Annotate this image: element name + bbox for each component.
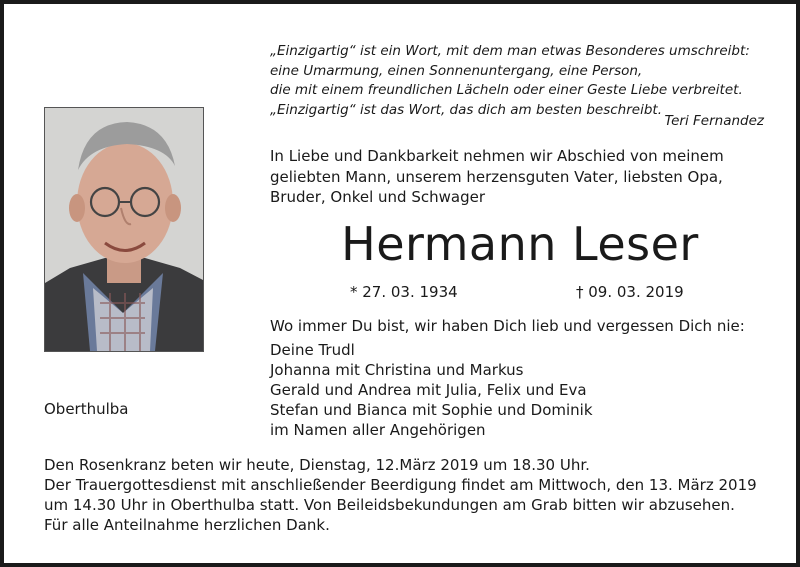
survivors-heading: Wo immer Du bist, wir haben Dich lieb und vergessen Dich nie:: [270, 317, 745, 335]
service-info: [44, 455, 774, 535]
survivor-line: Gerald und Andrea mit Julia, Felix und Eva: [270, 381, 587, 399]
poem-line: „Einzigartig“ ist das Wort, das dich am besten beschreibt.: [270, 101, 663, 118]
survivor-line: im Namen aller Angehörigen: [270, 421, 486, 439]
intro-text: [270, 146, 770, 208]
portrait-photo: [44, 107, 204, 352]
service-line: um 14.30 Uhr in Oberthulba statt. Von Beileidsbekundungen am Grab bitten wir abzusehen.: [44, 496, 735, 514]
poem-author: Teri Fernandez: [664, 113, 764, 129]
survivor-line: Johanna mit Christina und Markus: [270, 361, 524, 379]
hometown: Oberthulba: [44, 400, 129, 418]
poem-line: „Einzigartig“ ist ein Wort, mit dem man etwas Besonderes umschreibt:: [270, 43, 750, 59]
survivors-block: [270, 316, 780, 440]
intro-line: In Liebe und Dankbarkeit nehmen wir Abschied von meinem: [270, 147, 724, 165]
service-line: Der Trauergottesdienst mit anschließender Beerdigung findet am Mittwoch, den 13. März 2019: [44, 476, 757, 494]
survivor-line: Deine Trudl: [270, 341, 355, 359]
poem-line: die mit einem freundlichen Lächeln oder einer Geste Liebe verbreitet.: [270, 82, 743, 98]
service-line: Für alle Anteilnahme herzlichen Dank.: [44, 516, 330, 534]
poem: [270, 42, 770, 120]
intro-line: Bruder, Onkel und Schwager: [270, 188, 486, 206]
birth-date: * 27. 03. 1934: [350, 283, 458, 301]
poem-line: eine Umarmung, einen Sonnenuntergang, eine Person,: [270, 62, 643, 79]
death-date: † 09. 03. 2019: [576, 283, 684, 301]
deceased-name: Hermann Leser: [341, 217, 699, 271]
intro-line: geliebten Mann, unserem herzensguten Vater, liebsten Opa,: [270, 167, 723, 186]
survivor-line: Stefan und Bianca mit Sophie und Dominik: [270, 401, 593, 419]
service-line: Den Rosenkranz beten wir heute, Dienstag, 12.März 2019 um 18.30 Uhr.: [44, 456, 590, 474]
